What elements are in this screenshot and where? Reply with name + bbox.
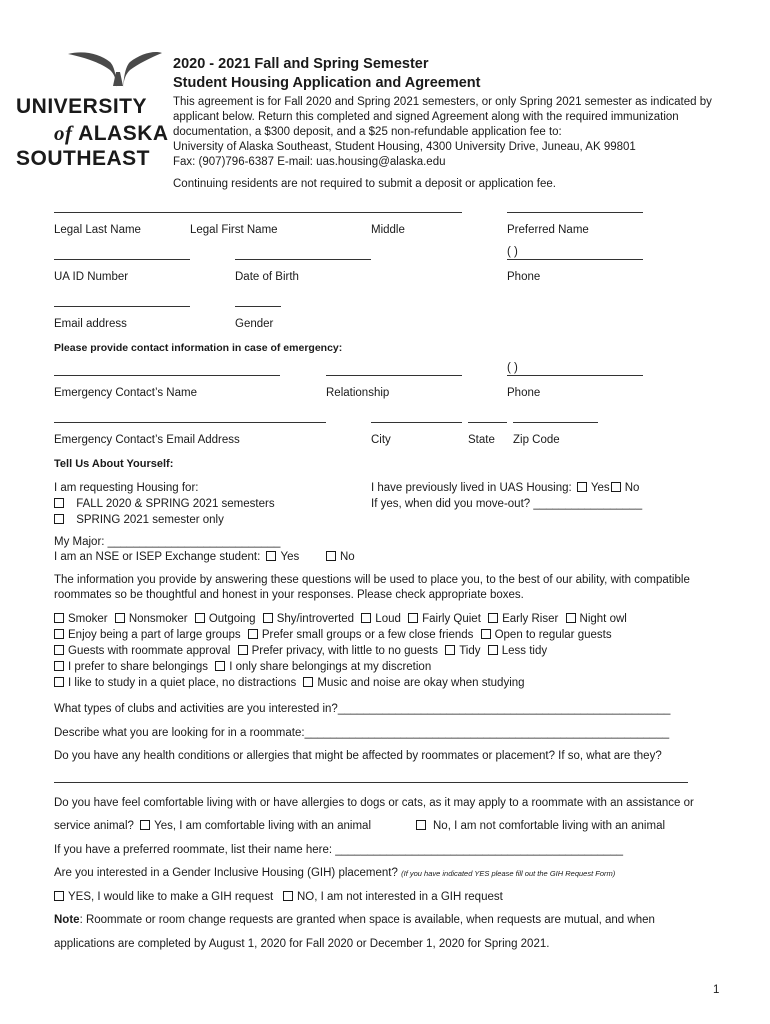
gih-no-label: NO, I am not interested in a GIH request: [297, 891, 503, 903]
zip-field[interactable]: [513, 422, 598, 423]
traits-row-2: [54, 629, 612, 641]
option-fall-spring[interactable]: [54, 498, 275, 510]
trait-option[interactable]: [481, 629, 612, 641]
email-field[interactable]: [54, 306, 190, 307]
about-heading: Tell Us About Yourself:: [54, 458, 174, 470]
logo-university: UNIVERSITY: [16, 95, 148, 118]
exchange-label: I am an NSE or ISEP Exchange student:: [54, 551, 261, 563]
gih-yes-option: [54, 891, 273, 903]
health-answer-field[interactable]: [54, 782, 688, 783]
gih-question-text: Are you interested in a Gender Inclusive Housing (GIH) placement?: [54, 867, 398, 879]
health-question: Do you have any health conditions or allergies that might be affected by roommates or placement? If so, what are they?: [54, 750, 662, 762]
checkbox[interactable]: [488, 645, 498, 655]
trait-option[interactable]: [566, 613, 627, 625]
trait-label: I like to study in a quiet place, no distractions: [68, 677, 297, 689]
university-logo: [14, 46, 169, 176]
emergency-heading: Please provide contact information in case of emergency:: [54, 342, 343, 354]
trait-option[interactable]: [361, 613, 401, 625]
gih-question: [54, 867, 615, 879]
label-ec-phone: Phone: [507, 387, 541, 399]
trait-option[interactable]: [488, 613, 558, 625]
note-label: Note: [54, 914, 80, 926]
label-email: Email address: [54, 318, 127, 330]
checkbox[interactable]: [445, 645, 455, 655]
trait-label: Outgoing: [208, 613, 256, 625]
label-ua-id: UA ID Number: [54, 271, 129, 283]
trait-label: Tidy: [459, 645, 481, 657]
trait-option[interactable]: [54, 645, 230, 657]
trait-option[interactable]: [303, 677, 524, 689]
logo-alaska: ALASKA: [78, 122, 169, 145]
trait-label: Guests with roommate approval: [68, 645, 231, 657]
intro-line-1: This agreement is for Fall 2020 and Spring 2021 semesters, or only Spring 2021 semester as indicated by: [173, 96, 712, 108]
whale-tail-icon: [64, 46, 164, 91]
intro-line-4: University of Alaska Southeast, Student Housing, 4300 University Drive, Juneau, AK 99801: [173, 141, 636, 153]
trait-option[interactable]: [215, 661, 431, 673]
option-spring-label: SPRING 2021 semester only: [76, 514, 224, 526]
trait-option[interactable]: [445, 645, 480, 657]
label-zip: Zip Code: [513, 434, 560, 446]
checkbox[interactable]: [263, 613, 273, 623]
gih-no-option: [283, 891, 503, 903]
trait-option[interactable]: [488, 645, 547, 657]
label-city: City: [371, 434, 391, 446]
prev-yes-label: Yes: [590, 482, 610, 494]
roommate-question[interactable]: Describe what you are looking for in a roommate:_________________________________________________________: [54, 727, 670, 739]
trait-label: Shy/introverted: [276, 613, 355, 625]
animals-no-label: No, I am not comfortable living with an animal: [433, 820, 666, 832]
checkbox[interactable]: [361, 613, 371, 623]
page-title: 2020 - 2021 Fall and Spring Semester: [173, 56, 429, 72]
ec-email-field[interactable]: [54, 422, 326, 423]
page-number: 1: [713, 984, 720, 996]
trait-label: Nonsmoker: [128, 613, 188, 625]
dob-field[interactable]: [235, 259, 371, 260]
intro-line-3: documentation, a $300 deposit, and a $25 non-refundable application fee to:: [173, 126, 562, 138]
animals-question-2: [54, 820, 371, 832]
trait-label: Night owl: [579, 613, 627, 625]
continuing-note: Continuing residents are not required to submit a deposit or application fee.: [173, 178, 556, 190]
logo-southeast: SOUTHEAST: [16, 147, 151, 170]
checkbox[interactable]: [215, 661, 225, 671]
trait-option[interactable]: [54, 661, 208, 673]
label-preferred-name: Preferred Name: [507, 224, 589, 236]
checkbox[interactable]: [54, 514, 64, 524]
trait-label: Loud: [375, 613, 401, 625]
label-phone: Phone: [507, 271, 541, 283]
phone-area-code: ( ): [507, 246, 518, 258]
checkbox[interactable]: [488, 613, 498, 623]
animals-question-1: Do you have feel comfortable living with or have allergies to dogs or cats, as it may apply to a roommate with an assistance or: [54, 797, 694, 809]
trait-option[interactable]: [115, 613, 188, 625]
ec-phone-area-code: ( ): [507, 362, 518, 374]
note-line-2: applications are completed by August 1, 2020 for Fall 2020 or December 1, 2020 for Spring 2021.: [54, 938, 550, 950]
trait-option[interactable]: [54, 613, 108, 625]
page-subtitle: Student Housing Application and Agreement: [173, 75, 481, 91]
trait-label: Less tidy: [501, 645, 548, 657]
trait-label: Fairly Quiet: [422, 613, 481, 625]
city-field[interactable]: [371, 422, 462, 423]
label-dob: Date of Birth: [235, 271, 299, 283]
checkbox[interactable]: [303, 677, 313, 687]
trait-option[interactable]: [408, 613, 481, 625]
traits-row-1: [54, 613, 627, 625]
gender-field[interactable]: [235, 306, 281, 307]
previously-lived: [371, 482, 639, 494]
gih-yes-label: YES, I would like to make a GIH request: [68, 891, 274, 903]
move-out-field[interactable]: If yes, when did you move-out? _________________: [371, 498, 643, 510]
note-text-1: : Roommate or room change requests are granted when space is available, when requests are mutual, and when: [79, 914, 655, 926]
exchange-no: [326, 551, 355, 563]
trait-label: Open to regular guests: [494, 629, 612, 641]
checkbox[interactable]: [54, 661, 64, 671]
checkbox[interactable]: [408, 613, 418, 623]
checkbox[interactable]: [54, 498, 64, 508]
checkbox[interactable]: [195, 613, 205, 623]
logo-of: of: [54, 121, 73, 145]
gih-no-checkbox[interactable]: [283, 891, 293, 901]
trait-label: Early Riser: [502, 613, 559, 625]
checkbox[interactable]: [54, 629, 64, 639]
animals-no-checkbox[interactable]: [416, 820, 426, 830]
logo-alaska-line: [54, 121, 169, 146]
trait-label: I prefer to share belongings: [68, 661, 209, 673]
label-gender: Gender: [235, 318, 274, 330]
animals-question-prefix: service animal?: [54, 820, 134, 832]
exchange-student: [54, 551, 299, 563]
ec-name-field[interactable]: [54, 375, 280, 376]
label-state: State: [468, 434, 495, 446]
prev-no-label: No: [624, 482, 640, 494]
ua-id-field[interactable]: [54, 259, 190, 260]
preferred-roommate-question[interactable]: If you have a preferred roommate, list their name here: _____________________________________________: [54, 844, 624, 856]
label-middle: Middle: [371, 224, 405, 236]
gih-note: (If you have indicated YES please fill out the GIH Request Form): [401, 869, 616, 878]
label-last-name: Legal Last Name: [54, 224, 141, 236]
intro-line-2: applicant below. Return this completed and signed Agreement along with the required immunization: [173, 111, 679, 123]
trait-option[interactable]: [195, 613, 256, 625]
checkbox[interactable]: [54, 645, 64, 655]
traits-row-4: [54, 661, 431, 673]
relationship-field[interactable]: [326, 375, 462, 376]
trait-option[interactable]: [263, 613, 354, 625]
phone-field[interactable]: [507, 259, 643, 260]
checkbox[interactable]: [238, 645, 248, 655]
label-ec-name: Emergency Contact’s Name: [54, 387, 197, 399]
state-field[interactable]: [468, 422, 507, 423]
exchange-no-checkbox[interactable]: [326, 551, 336, 561]
checkbox[interactable]: [115, 613, 125, 623]
option-spring[interactable]: [54, 514, 224, 526]
label-ec-email: Emergency Contact’s Email Address: [54, 434, 240, 446]
traits-row-5: [54, 677, 525, 689]
full-name-field[interactable]: [54, 212, 462, 213]
gih-yes-checkbox[interactable]: [54, 891, 64, 901]
checkbox[interactable]: [54, 677, 64, 687]
checkbox[interactable]: [566, 613, 576, 623]
ec-phone-field[interactable]: [507, 375, 643, 376]
preferred-name-field[interactable]: [507, 212, 643, 213]
animals-no-option: [416, 820, 665, 832]
clubs-question[interactable]: What types of clubs and activities are you interested in?____________________________________________________: [54, 703, 671, 715]
prev-no-checkbox[interactable]: [611, 482, 621, 492]
previously-lived-label: I have previously lived in UAS Housing:: [371, 482, 572, 494]
label-relationship: Relationship: [326, 387, 390, 399]
trait-option[interactable]: [238, 645, 438, 657]
checkbox[interactable]: [481, 629, 491, 639]
note-line-1: [54, 914, 655, 926]
requesting-label: I am requesting Housing for:: [54, 482, 199, 494]
info-line-1: The information you provide by answering these questions will be used to place you, to the best of our ability, with compatible: [54, 574, 690, 586]
major-field[interactable]: My Major: ___________________________: [54, 536, 281, 548]
info-line-2: roommates so be thoughtful and honest in your responses. Please check appropriate boxes.: [54, 589, 524, 601]
trait-label: Smoker: [68, 613, 108, 625]
animals-yes-label: Yes, I am comfortable living with an animal: [154, 820, 372, 832]
label-first-name: Legal First Name: [190, 224, 278, 236]
exchange-yes-checkbox[interactable]: [266, 551, 276, 561]
exchange-no-label: No: [340, 551, 355, 563]
trait-label: Music and noise are okay when studying: [317, 677, 525, 689]
option-fall-spring-label: FALL 2020 & SPRING 2021 semesters: [76, 498, 275, 510]
traits-row-3: [54, 645, 547, 657]
intro-line-5: Fax: (907)796-6387 E-mail: uas.housing@alaska.edu: [173, 156, 446, 168]
exchange-yes-label: Yes: [280, 551, 300, 563]
trait-label: Prefer small groups or a few close friends: [261, 629, 474, 641]
trait-label: I only share belongings at my discretion: [229, 661, 432, 673]
trait-label: Prefer privacy, with little to no guests: [251, 645, 438, 657]
animals-yes-checkbox[interactable]: [140, 820, 150, 830]
trait-option[interactable]: [248, 629, 474, 641]
prev-yes-checkbox[interactable]: [577, 482, 587, 492]
checkbox[interactable]: [248, 629, 258, 639]
trait-option[interactable]: [54, 677, 296, 689]
trait-option[interactable]: [54, 629, 241, 641]
checkbox[interactable]: [54, 613, 64, 623]
trait-label: Enjoy being a part of large groups: [68, 629, 241, 641]
